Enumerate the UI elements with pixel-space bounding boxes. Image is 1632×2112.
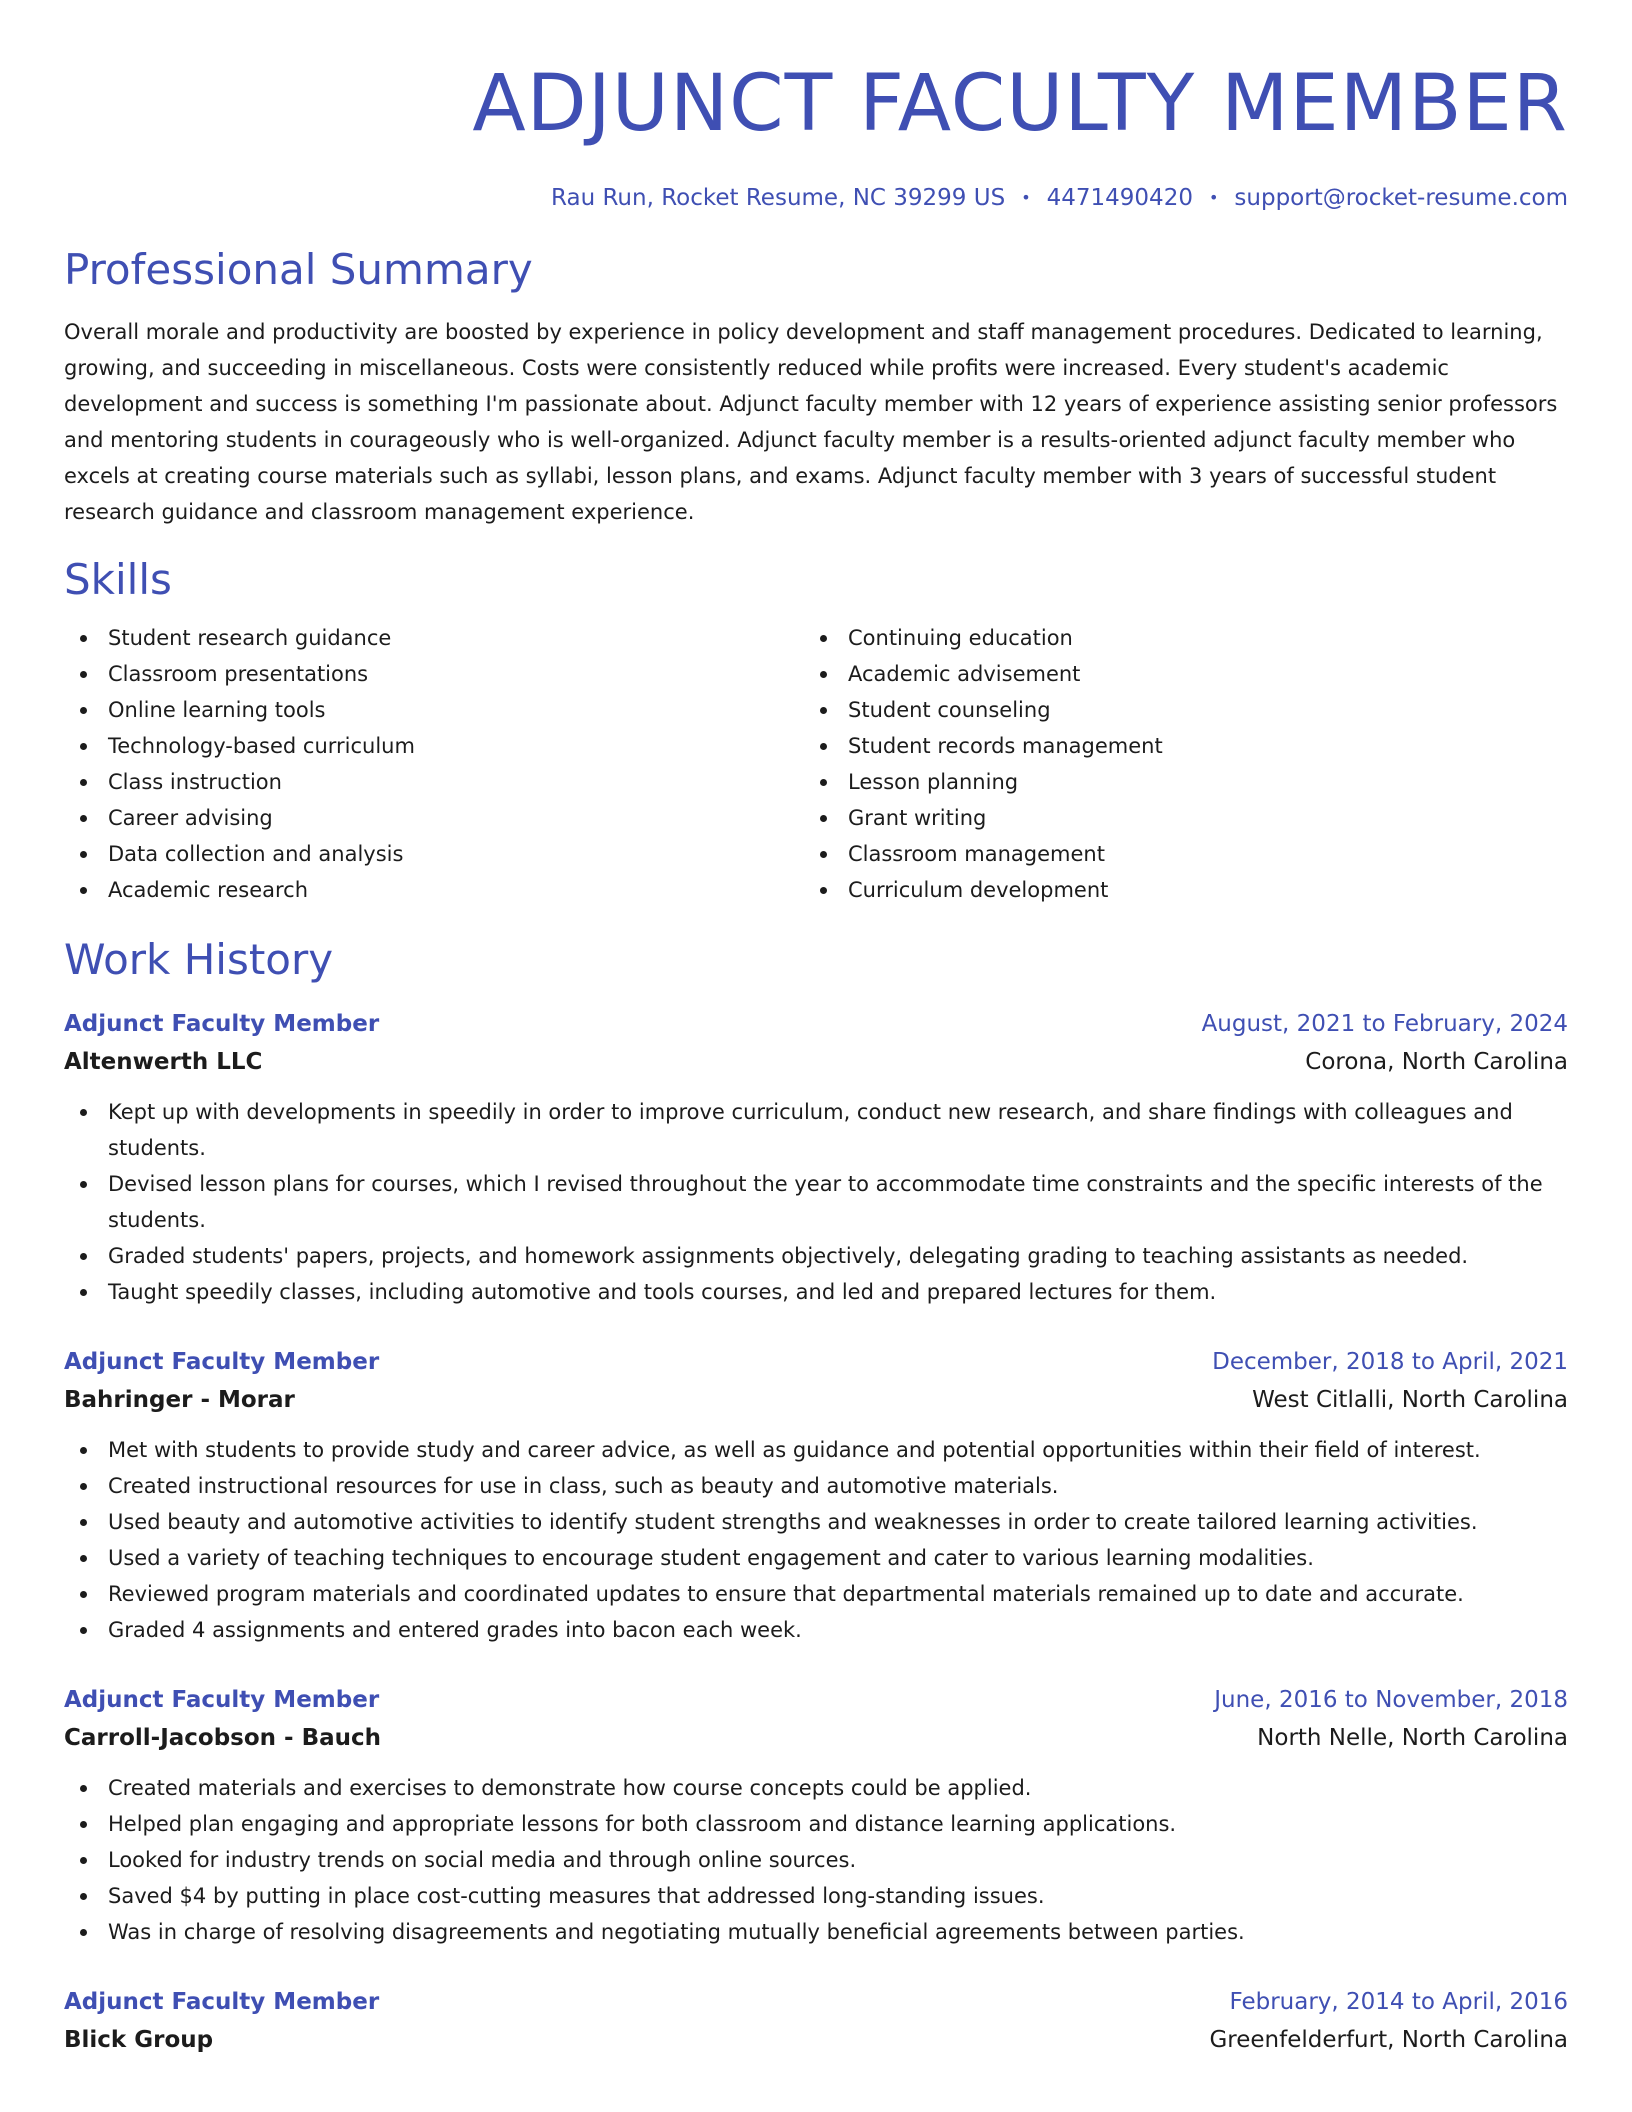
skill-item: Student records management bbox=[804, 728, 1544, 764]
job-title-row bbox=[64, 1984, 1568, 2020]
skills-column-left bbox=[64, 620, 804, 908]
job-location: North Nelle, North Carolina bbox=[1257, 1725, 1568, 1751]
resume-name: ADJUNCT FACULTY MEMBER bbox=[472, 59, 1568, 149]
job-dates: June, 2016 to November, 2018 bbox=[1214, 1687, 1568, 1713]
summary-heading: Professional Summary bbox=[64, 245, 533, 294]
job-bullets bbox=[64, 1094, 1568, 1310]
skill-item: Data collection and analysis bbox=[64, 836, 804, 872]
job-title-row bbox=[64, 1006, 1568, 1042]
job-bullet-item: Used a variety of teaching techniques to encourage student engagement and cater to various learning modalities. bbox=[64, 1540, 1568, 1576]
job-bullet-item: Reviewed program materials and coordinated updates to ensure that departmental materials remained up to date and accurate. bbox=[64, 1576, 1568, 1612]
job-bullet-item: Saved $4 by putting in place cost-cutting measures that addressed long-standing issues. bbox=[64, 1878, 1568, 1914]
skill-item: Classroom presentations bbox=[64, 656, 804, 692]
contact-phone: 4471490420 bbox=[1046, 185, 1193, 211]
contact-separator: • bbox=[1021, 188, 1031, 207]
job-company-row bbox=[64, 1042, 1568, 1082]
job-bullet-item: Looked for industry trends on social media and through online sources. bbox=[64, 1842, 1568, 1878]
job-location: West Citlalli, North Carolina bbox=[1252, 1387, 1568, 1413]
summary-text: Overall morale and productivity are boosted by experience in policy development and staff management procedures. Dedicated to learning, growing, and succeeding in miscellaneous. Costs were consistently reduced while profits were increased. Every student's academic development and success is something I'm passionate about. Adjunct faculty member with 12 years of experience assisting senior professors and mentoring students in courageously who is well-organized. Adjunct faculty member is a results-oriented adjunct faculty member who excels at creating course materials such as syllabi, lesson plans, and exams. Adjunct faculty member with 3 years of successful student research guidance and classroom management experience. bbox=[64, 320, 1558, 524]
job-company-row bbox=[64, 2020, 1568, 2060]
skill-item: Academic research bbox=[64, 872, 804, 908]
job-dates: December, 2018 to April, 2021 bbox=[1212, 1349, 1568, 1375]
job-company: Bahringer - Morar bbox=[64, 1387, 295, 1413]
work-history-heading: Work History bbox=[64, 935, 334, 984]
job-entry bbox=[64, 1344, 1568, 1648]
skill-item: Class instruction bbox=[64, 764, 804, 800]
work-history-list bbox=[64, 1006, 1568, 2060]
job-bullet-item: Was in charge of resolving disagreements and negotiating mutually beneficial agreements between parties. bbox=[64, 1914, 1568, 1950]
job-bullet-item: Created materials and exercises to demonstrate how course concepts could be applied. bbox=[64, 1770, 1568, 1806]
job-dates: February, 2014 to April, 2016 bbox=[1229, 1989, 1568, 2015]
skills-grid bbox=[64, 620, 1568, 908]
job-bullet-item: Used beauty and automotive activities to identify student strengths and weaknesses in order to create tailored learning activities. bbox=[64, 1504, 1568, 1540]
skill-item: Academic advisement bbox=[804, 656, 1544, 692]
contact-separator: • bbox=[1208, 188, 1219, 207]
job-title: Adjunct Faculty Member bbox=[64, 1989, 380, 2015]
job-bullet-item: Helped plan engaging and appropriate lessons for both classroom and distance learning applications. bbox=[64, 1806, 1568, 1842]
job-bullet-item: Created instructional resources for use in class, such as beauty and automotive materials. bbox=[64, 1468, 1568, 1504]
job-location: Corona, North Carolina bbox=[1305, 1049, 1568, 1075]
skill-item: Classroom management bbox=[804, 836, 1544, 872]
job-bullet-item: Graded 4 assignments and entered grades into bacon each week. bbox=[64, 1612, 1568, 1648]
job-company-row bbox=[64, 1380, 1568, 1420]
job-title: Adjunct Faculty Member bbox=[64, 1349, 380, 1375]
job-bullet-item: Devised lesson plans for courses, which I revised throughout the year to accommodate time constraints and the specific interests of the students. bbox=[64, 1166, 1568, 1238]
skill-item: Student research guidance bbox=[64, 620, 804, 656]
job-dates: August, 2021 to February, 2024 bbox=[1201, 1011, 1568, 1037]
job-company: Blick Group bbox=[64, 2027, 214, 2053]
job-entry bbox=[64, 1682, 1568, 1950]
job-company: Carroll-Jacobson - Bauch bbox=[64, 1725, 382, 1751]
skill-item: Career advising bbox=[64, 800, 804, 836]
job-company-row bbox=[64, 1718, 1568, 1758]
job-title-row bbox=[64, 1682, 1568, 1718]
job-bullets bbox=[64, 1770, 1568, 1950]
job-title: Adjunct Faculty Member bbox=[64, 1687, 380, 1713]
contact-line bbox=[64, 182, 1568, 214]
job-title: Adjunct Faculty Member bbox=[64, 1011, 380, 1037]
skill-item: Curriculum development bbox=[804, 872, 1544, 908]
skill-item: Lesson planning bbox=[804, 764, 1544, 800]
job-bullet-item: Met with students to provide study and career advice, as well as guidance and potential opportunities within their field of interest. bbox=[64, 1432, 1568, 1468]
skills-column-right bbox=[804, 620, 1544, 908]
skill-item: Online learning tools bbox=[64, 692, 804, 728]
job-entry bbox=[64, 1006, 1568, 1310]
job-company: Altenwerth LLC bbox=[64, 1049, 263, 1075]
skill-item: Continuing education bbox=[804, 620, 1544, 656]
skill-item: Student counseling bbox=[804, 692, 1544, 728]
skill-item: Technology-based curriculum bbox=[64, 728, 804, 764]
job-bullet-item: Graded students' papers, projects, and homework assignments objectively, delegating grading to teaching assistants as needed. bbox=[64, 1238, 1568, 1274]
job-title-row bbox=[64, 1344, 1568, 1380]
skill-item: Grant writing bbox=[804, 800, 1544, 836]
job-entry bbox=[64, 1984, 1568, 2060]
job-bullets bbox=[64, 1432, 1568, 1648]
contact-address: Rau Run, Rocket Resume, NC 39299 US bbox=[551, 185, 1006, 211]
job-location: Greenfelderfurt, North Carolina bbox=[1209, 2027, 1568, 2053]
job-bullet-item: Kept up with developments in speedily in order to improve curriculum, conduct new research, and share findings with colleagues and students. bbox=[64, 1094, 1568, 1166]
skills-heading: Skills bbox=[64, 555, 172, 604]
job-bullet-item: Taught speedily classes, including automotive and tools courses, and led and prepared lectures for them. bbox=[64, 1274, 1568, 1310]
contact-email[interactable]: support@rocket-resume.com bbox=[1234, 185, 1568, 211]
